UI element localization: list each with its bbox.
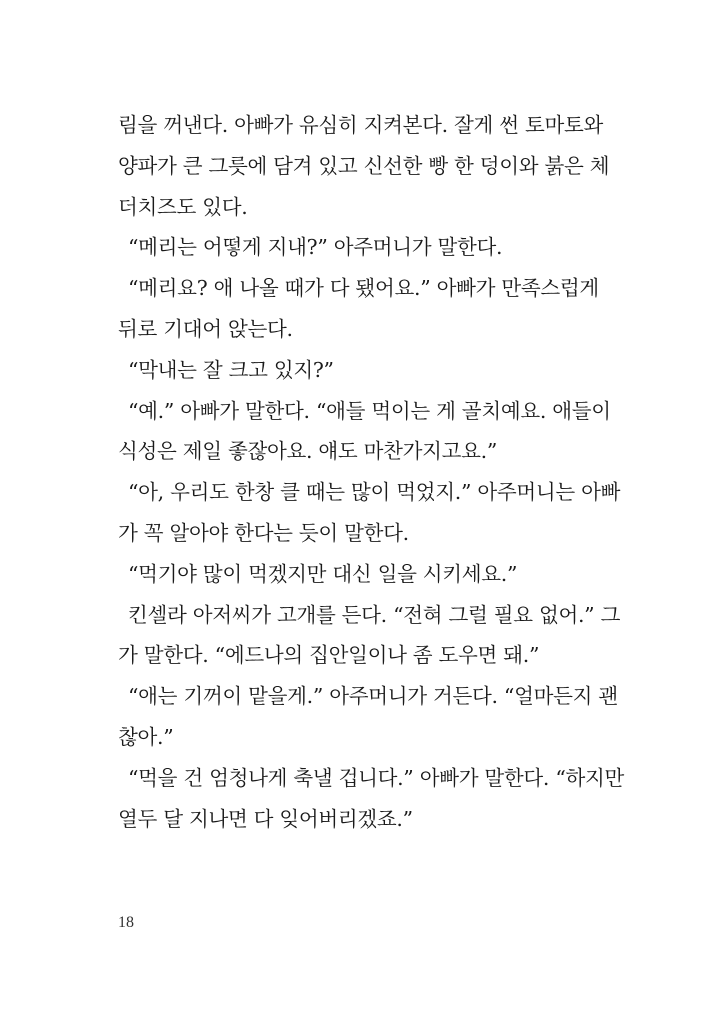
text-line: “메리는 어떻게 지내?” 아주머니가 말한다. <box>128 235 503 260</box>
text-line: 찮아.” <box>118 724 174 749</box>
text-line: “메리요? 애 나올 때가 다 됐어요.” 아빠가 만족스럽게 <box>128 276 599 301</box>
text-line: “예.” 아빠가 말한다. “애들 먹이는 게 골치예요. 애들이 <box>128 398 611 423</box>
text-line: “먹기야 많이 먹겠지만 대신 일을 시키세요.” <box>128 561 518 586</box>
text-line: 킨셀라 아저씨가 고개를 든다. “전혀 그럴 필요 없어.” 그 <box>128 602 621 627</box>
text-line: 식성은 제일 좋잖아요. 얘도 마찬가지고요.” <box>118 439 498 464</box>
text-line: “애는 기꺼이 맡을게.” 아주머니가 거든다. “얼마든지 괜 <box>128 684 618 709</box>
text-line: “먹을 건 엄청나게 축낼 겁니다.” 아빠가 말한다. “하지만 <box>128 765 625 790</box>
text-line: 가 꼭 알아야 한다는 듯이 말한다. <box>118 520 409 545</box>
text-line: 양파가 큰 그릇에 담겨 있고 신선한 빵 한 덩이와 붉은 체 <box>118 153 610 178</box>
text-line: 더치즈도 있다. <box>118 194 248 219</box>
body-text <box>118 105 625 839</box>
text-line: 림을 꺼낸다. 아빠가 유심히 지켜본다. 잘게 썬 토마토와 <box>118 113 604 137</box>
text-line: “막내는 잘 크고 있지?” <box>128 357 334 382</box>
text-line: 가 말한다. “에드나의 집안일이나 좀 도우면 돼.” <box>118 643 540 668</box>
text-line: 열두 달 지나면 다 잊어버리겠죠.” <box>118 806 413 831</box>
text-line: “아, 우리도 한창 클 때는 많이 먹었지.” 아주머니는 아빠 <box>128 480 621 505</box>
page-number: 18 <box>118 914 134 931</box>
text-line: 뒤로 기대어 앉는다. <box>118 316 293 341</box>
